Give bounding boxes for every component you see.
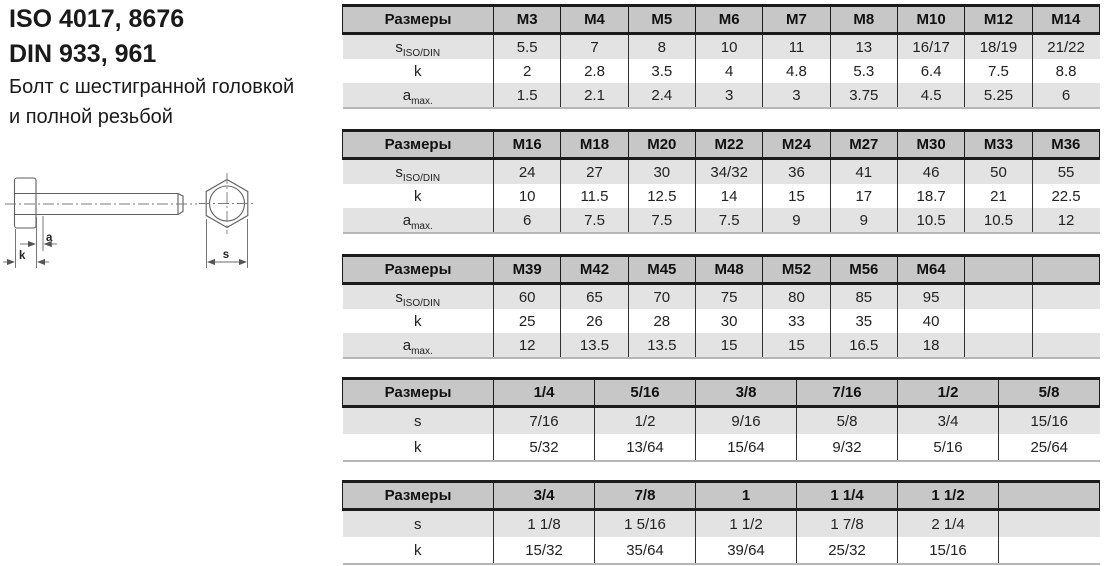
column-header xyxy=(1032,256,1099,284)
value-cell: 40 xyxy=(897,309,964,333)
table-corner-header: Размеры xyxy=(343,482,494,510)
value-cell: 1 7/8 xyxy=(797,510,898,538)
column-header: 1 1/4 xyxy=(797,482,898,510)
value-cell: 80 xyxy=(763,284,830,310)
value-cell: 3 xyxy=(763,83,830,108)
value-cell: 13.5 xyxy=(561,333,628,358)
value-cell: 28 xyxy=(628,309,695,333)
table-corner-header: Размеры xyxy=(343,256,494,284)
value-cell xyxy=(965,333,1032,358)
column-header: 1/2 xyxy=(898,379,999,407)
value-cell: 55 xyxy=(1032,159,1099,185)
value-cell: 12 xyxy=(494,333,561,358)
value-cell: 2 1/4 xyxy=(898,510,999,538)
value-cell: 7 xyxy=(561,34,628,60)
column-header: M18 xyxy=(561,131,628,159)
value-cell: 3.75 xyxy=(830,83,897,108)
dim-a-label: a xyxy=(46,232,53,244)
value-cell: 25/32 xyxy=(797,537,898,564)
value-cell: 2 xyxy=(494,59,561,83)
value-cell: 10 xyxy=(695,34,762,60)
value-cell: 15 xyxy=(695,333,762,358)
value-cell: 4.8 xyxy=(763,59,830,83)
row-label: s xyxy=(343,510,494,538)
row-label: k xyxy=(343,434,494,461)
value-cell: 4 xyxy=(695,59,762,83)
value-cell: 15/16 xyxy=(898,537,999,564)
value-cell: 2.1 xyxy=(561,83,628,108)
title-block xyxy=(9,2,339,132)
value-cell: 5/32 xyxy=(494,434,595,461)
value-cell: 6.4 xyxy=(897,59,964,83)
value-cell: 33 xyxy=(763,309,830,333)
value-cell: 15 xyxy=(763,184,830,208)
value-cell: 25 xyxy=(494,309,561,333)
column-header: M52 xyxy=(763,256,830,284)
value-cell: 7/16 xyxy=(494,407,595,435)
column-header: M33 xyxy=(965,131,1032,159)
column-header: 5/8 xyxy=(999,379,1100,407)
value-cell: 8 xyxy=(628,34,695,60)
column-header: M5 xyxy=(628,6,695,34)
value-cell: 11 xyxy=(763,34,830,60)
bolt-head-end-view xyxy=(199,173,255,234)
value-cell: 25/64 xyxy=(999,434,1100,461)
value-cell: 1/2 xyxy=(595,407,696,435)
dim-table xyxy=(342,480,1100,565)
table-row xyxy=(343,34,1100,60)
column-header: M4 xyxy=(561,6,628,34)
value-cell: 4.5 xyxy=(897,83,964,108)
value-cell: 22.5 xyxy=(1032,184,1099,208)
table-row xyxy=(343,184,1100,208)
value-cell: 95 xyxy=(897,284,964,310)
dim-table xyxy=(342,129,1100,234)
dimension-k xyxy=(3,250,49,262)
value-cell: 3/4 xyxy=(898,407,999,435)
table-row xyxy=(343,284,1100,310)
value-cell: 1.5 xyxy=(494,83,561,108)
value-cell: 15 xyxy=(763,333,830,358)
column-header: M20 xyxy=(628,131,695,159)
value-cell: 65 xyxy=(561,284,628,310)
table-row xyxy=(343,537,1100,564)
table-corner-header: Размеры xyxy=(343,131,494,159)
value-cell: 85 xyxy=(830,284,897,310)
standard-iso-title: ISO 4017, 8676 xyxy=(9,5,185,33)
table-row xyxy=(343,83,1100,108)
value-cell: 1 1/2 xyxy=(696,510,797,538)
column-header: M39 xyxy=(494,256,561,284)
dim-s-label: s xyxy=(222,249,230,261)
column-header: M6 xyxy=(695,6,762,34)
column-header xyxy=(999,482,1100,510)
value-cell: 16/17 xyxy=(897,34,964,60)
dimension-table-metric-3 xyxy=(342,254,1100,359)
value-cell: 7.5 xyxy=(965,59,1032,83)
row-label: $s_{ISO/DIN}$ xyxy=(343,284,494,310)
table-row xyxy=(343,59,1100,83)
dimension-table-metric-2 xyxy=(342,129,1100,234)
bolt-side-view xyxy=(5,178,197,228)
dimension-table-metric-1 xyxy=(342,4,1100,109)
value-cell: 18.7 xyxy=(897,184,964,208)
value-cell: 11.5 xyxy=(561,184,628,208)
table-row xyxy=(343,159,1100,185)
value-cell: 7.5 xyxy=(561,208,628,233)
table-row xyxy=(343,333,1100,358)
dim-k-label: k xyxy=(19,250,26,262)
column-header: M48 xyxy=(695,256,762,284)
value-cell: 5.3 xyxy=(830,59,897,83)
value-cell: 26 xyxy=(561,309,628,333)
value-cell: 10 xyxy=(494,184,561,208)
value-cell: 9 xyxy=(830,208,897,233)
value-cell xyxy=(1032,309,1099,333)
table-row xyxy=(343,309,1100,333)
column-header: M56 xyxy=(830,256,897,284)
value-cell: 75 xyxy=(695,284,762,310)
value-cell: 8.8 xyxy=(1032,59,1099,83)
value-cell: 13.5 xyxy=(628,333,695,358)
value-cell: 5/8 xyxy=(797,407,898,435)
value-cell: 1 1/8 xyxy=(494,510,595,538)
value-cell: 30 xyxy=(695,309,762,333)
value-cell: 16.5 xyxy=(830,333,897,358)
value-cell: 39/64 xyxy=(696,537,797,564)
bolt-technical-drawing xyxy=(0,165,270,275)
column-header: M14 xyxy=(1032,6,1099,34)
column-header: 7/8 xyxy=(595,482,696,510)
value-cell xyxy=(965,309,1032,333)
column-header: M45 xyxy=(628,256,695,284)
value-cell: 5.25 xyxy=(965,83,1032,108)
value-cell: 6 xyxy=(1032,83,1099,108)
value-cell: 7.5 xyxy=(628,208,695,233)
value-cell: 9 xyxy=(763,208,830,233)
table-corner-header: Размеры xyxy=(343,6,494,34)
column-header: 1/4 xyxy=(494,379,595,407)
table-row xyxy=(343,434,1100,461)
value-cell: 13/64 xyxy=(595,434,696,461)
value-cell: 3 xyxy=(695,83,762,108)
column-header: M64 xyxy=(897,256,964,284)
table-row xyxy=(343,510,1100,538)
row-label: k xyxy=(343,537,494,564)
value-cell: 7.5 xyxy=(695,208,762,233)
value-cell: 15/32 xyxy=(494,537,595,564)
bolt-head-side xyxy=(15,178,37,228)
column-header: 7/16 xyxy=(797,379,898,407)
value-cell xyxy=(1032,284,1099,310)
value-cell xyxy=(965,284,1032,310)
column-header: M8 xyxy=(830,6,897,34)
table-corner-header: Размеры xyxy=(343,379,494,407)
value-cell: 70 xyxy=(628,284,695,310)
value-cell: 35 xyxy=(830,309,897,333)
value-cell: 15/16 xyxy=(999,407,1100,435)
value-cell: 21 xyxy=(965,184,1032,208)
product-description-line2: и полной резьбой xyxy=(9,106,173,128)
value-cell: 17 xyxy=(830,184,897,208)
value-cell: 6 xyxy=(494,208,561,233)
value-cell: 60 xyxy=(494,284,561,310)
value-cell xyxy=(999,537,1100,564)
row-label: $s_{ISO/DIN}$ xyxy=(343,159,494,185)
value-cell: 3.5 xyxy=(628,59,695,83)
column-header: 3/8 xyxy=(696,379,797,407)
value-cell: 12.5 xyxy=(628,184,695,208)
value-cell: 15/64 xyxy=(696,434,797,461)
column-header: 1 1/2 xyxy=(898,482,999,510)
dim-table xyxy=(342,254,1100,359)
value-cell: 13 xyxy=(830,34,897,60)
value-cell: 27 xyxy=(561,159,628,185)
value-cell: 46 xyxy=(897,159,964,185)
dimension-table-inch-2 xyxy=(342,480,1100,565)
value-cell: 5.5 xyxy=(494,34,561,60)
column-header: 3/4 xyxy=(494,482,595,510)
value-cell: 36 xyxy=(763,159,830,185)
product-description-line1: Болт с шестигранной головкой xyxy=(9,76,295,98)
row-label: s xyxy=(343,407,494,435)
value-cell: 12 xyxy=(1032,208,1099,233)
value-cell: 50 xyxy=(965,159,1032,185)
dim-table xyxy=(342,377,1100,462)
value-cell: 30 xyxy=(628,159,695,185)
table-row xyxy=(343,407,1100,435)
column-header: 1 xyxy=(696,482,797,510)
column-header: M22 xyxy=(695,131,762,159)
dimension-table-inch-1 xyxy=(342,377,1100,462)
value-cell xyxy=(1032,333,1099,358)
column-header: M12 xyxy=(965,6,1032,34)
value-cell: 21/22 xyxy=(1032,34,1099,60)
column-header: M16 xyxy=(494,131,561,159)
column-header: M3 xyxy=(494,6,561,34)
row-label: k xyxy=(343,184,494,208)
value-cell: 10.5 xyxy=(897,208,964,233)
value-cell: 35/64 xyxy=(595,537,696,564)
standard-din-title: DIN 933, 961 xyxy=(9,40,157,68)
row-label: k xyxy=(343,59,494,83)
column-header: M7 xyxy=(763,6,830,34)
value-cell: 10.5 xyxy=(965,208,1032,233)
column-header: M30 xyxy=(897,131,964,159)
column-header: M24 xyxy=(763,131,830,159)
value-cell: 24 xyxy=(494,159,561,185)
value-cell: 18 xyxy=(897,333,964,358)
column-header xyxy=(965,256,1032,284)
row-label: $a_{max.}$ xyxy=(343,83,494,108)
column-header: M10 xyxy=(897,6,964,34)
value-cell: 2.8 xyxy=(561,59,628,83)
value-cell: 9/16 xyxy=(696,407,797,435)
row-label: k xyxy=(343,309,494,333)
row-label: $a_{max.}$ xyxy=(343,208,494,233)
value-cell: 14 xyxy=(695,184,762,208)
table-row xyxy=(343,208,1100,233)
row-label: $s_{ISO/DIN}$ xyxy=(343,34,494,60)
column-header: M36 xyxy=(1032,131,1099,159)
value-cell: 9/32 xyxy=(797,434,898,461)
column-header: 5/16 xyxy=(595,379,696,407)
column-header: M42 xyxy=(561,256,628,284)
bolt-drawing-svg xyxy=(0,165,270,275)
value-cell: 1 5/16 xyxy=(595,510,696,538)
value-cell xyxy=(999,510,1100,538)
value-cell: 5/16 xyxy=(898,434,999,461)
row-label: $a_{max.}$ xyxy=(343,333,494,358)
value-cell: 18/19 xyxy=(965,34,1032,60)
dim-table xyxy=(342,4,1100,109)
value-cell: 2.4 xyxy=(628,83,695,108)
value-cell: 41 xyxy=(830,159,897,185)
column-header: M27 xyxy=(830,131,897,159)
value-cell: 34/32 xyxy=(695,159,762,185)
